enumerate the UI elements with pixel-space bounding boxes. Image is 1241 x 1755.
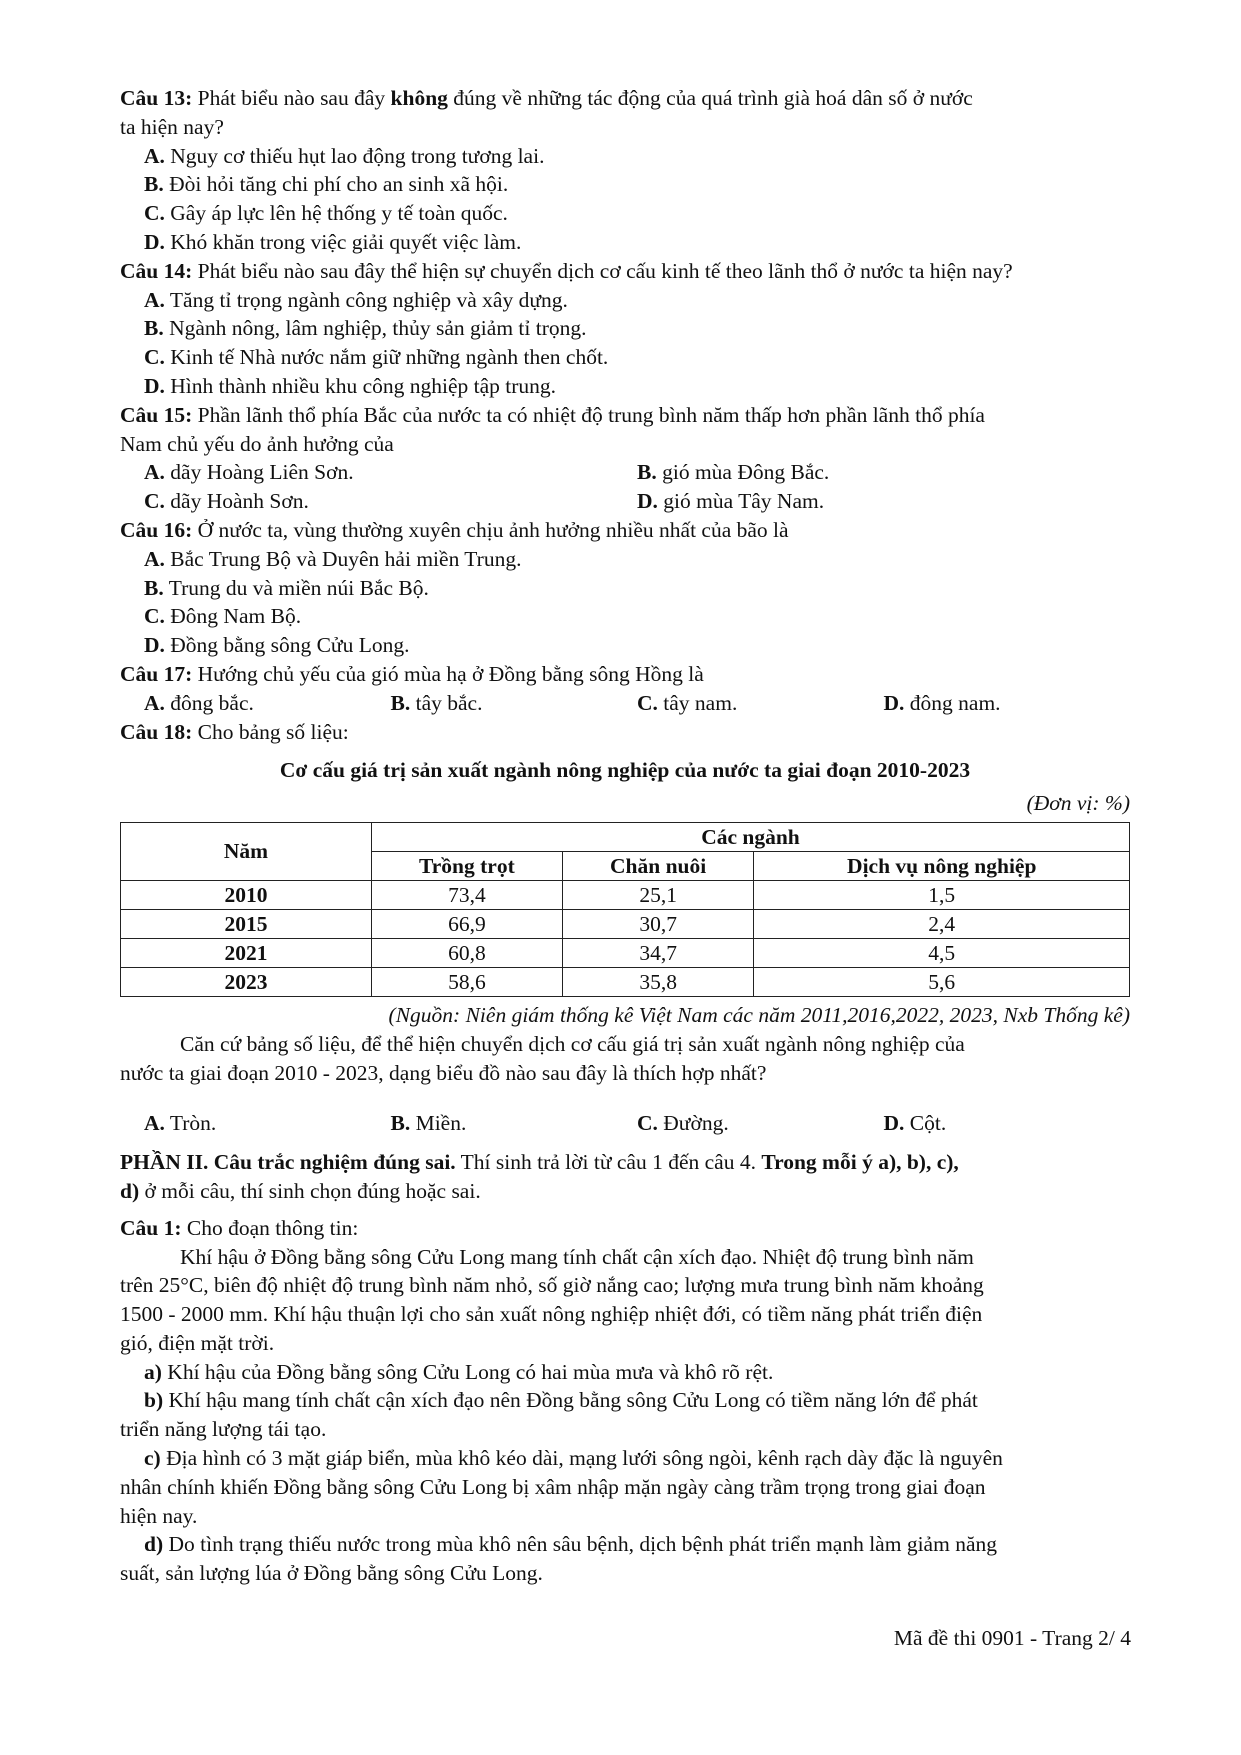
passage-line: gió, điện mặt trời.	[120, 1330, 275, 1355]
part-2-heading: PHẦN II. Câu trắc nghiệm đúng sai. Thí sinh trả lời từ câu 1 đến câu 4. Trong mỗi ý a), b), c),	[120, 1150, 959, 1175]
passage-line: 1500 - 2000 mm. Khí hậu thuận lợi cho sản xuất nông nghiệp nhiệt đới, có tiềm năng phát triển điện	[120, 1302, 983, 1327]
option: D. đông nam.	[883, 690, 1001, 715]
table-unit: (Đơn vị: %)	[1026, 791, 1130, 816]
statement-d-cont: suất, sản lượng lúa ở Đồng bằng sông Cửu Long.	[120, 1561, 543, 1586]
question-1: Câu 1: Cho đoạn thông tin:	[120, 1215, 359, 1240]
question-15-cont: Nam chủ yếu do ảnh hưởng của	[120, 431, 394, 456]
passage-line: Khí hậu ở Đồng bằng sông Cửu Long mang tính chất cận xích đạo. Nhiệt độ trung bình năm	[180, 1244, 974, 1269]
question-13-cont: ta hiện nay?	[120, 114, 224, 139]
question-17: Câu 17: Hướng chủ yếu của gió mùa hạ ở Đồng bằng sông Hồng là	[120, 661, 704, 686]
column-header: Trồng trọt	[372, 851, 563, 880]
column-header: Dịch vụ nông nghiệp	[754, 851, 1130, 880]
page-footer: Mã đề thi 0901 - Trang 2/ 4	[893, 1626, 1131, 1650]
statement-a: a) Khí hậu của Đồng bằng sông Cửu Long có hai mùa mưa và khô rõ rệt.	[144, 1359, 774, 1384]
question-13: Câu 13: Phát biểu nào sau đây không đúng về những tác động của quá trình già hoá dân số ở nước	[120, 86, 973, 110]
option: C. Kinh tế Nhà nước nắm giữ những ngành then chốt.	[144, 345, 609, 370]
data-table	[120, 822, 1130, 997]
table-source: (Nguồn: Niên giám thống kê Việt Nam các năm 2011,2016,2022, 2023, Nxb Thống kê)	[388, 1002, 1130, 1027]
statement-c-cont: nhân chính khiến Đồng bằng sông Cửu Long bị xâm nhập mặn ngày càng trầm trọng trong giai đoạn	[120, 1474, 986, 1499]
option: D. Đồng bằng sông Cửu Long.	[144, 633, 410, 658]
table-row: 2010 73,4 25,1 1,5	[121, 880, 1130, 909]
question-18-prompt-cont: nước ta giai đoạn 2010 - 2023, dạng biểu đồ nào sau đây là thích hợp nhất?	[120, 1060, 767, 1085]
table-row: 2021 60,8 34,7 4,5	[121, 938, 1130, 967]
statement-c: c) Địa hình có 3 mặt giáp biển, mùa khô kéo dài, mạng lưới sông ngòi, kênh rạch dày đặc là nguyên	[144, 1446, 1003, 1471]
question-14: Câu 14: Phát biểu nào sau đây thể hiện sự chuyển dịch cơ cấu kinh tế theo lãnh thổ ở nước ta hiện nay?	[120, 258, 1013, 283]
table-row: 2023 58,6 35,8 5,6	[121, 967, 1130, 996]
passage-line: trên 25°C, biên độ nhiệt độ trung bình năm nhỏ, số giờ nắng cao; lượng mưa trung bình năm khoảng	[120, 1273, 984, 1298]
options-row	[120, 1109, 1130, 1138]
option: B. Ngành nông, lâm nghiệp, thủy sản giảm tỉ trọng.	[144, 316, 587, 341]
statement-b: b) Khí hậu mang tính chất cận xích đạo nên Đồng bằng sông Cửu Long có tiềm năng lớn để phát	[144, 1388, 978, 1413]
options-row	[120, 458, 1130, 487]
exam-page	[120, 84, 1130, 1588]
option: C. Gây áp lực lên hệ thống y tế toàn quốc.	[144, 201, 508, 226]
option: C. tây nam.	[637, 690, 738, 715]
options-row	[120, 689, 1130, 718]
option: A. Tăng tỉ trọng ngành công nghiệp và xây dựng.	[144, 287, 568, 312]
option: B. tây bắc.	[390, 690, 483, 715]
option: B. Trung du và miền núi Bắc Bộ.	[144, 575, 429, 600]
option: B. gió mùa Đông Bắc.	[637, 460, 830, 485]
column-header: Chăn nuôi	[562, 851, 754, 880]
question-18: Câu 18: Cho bảng số liệu:	[120, 719, 349, 744]
header-year: Năm	[121, 822, 372, 880]
header-group: Các ngành	[372, 822, 1130, 851]
options-row	[120, 487, 1130, 516]
question-15: Câu 15: Phần lãnh thổ phía Bắc của nước ta có nhiệt độ trung bình năm thấp hơn phần lãnh thổ phía	[120, 402, 985, 427]
option: A. Tròn.	[144, 1111, 217, 1136]
table-title: Cơ cấu giá trị sản xuất ngành nông nghiệp của nước ta giai đoạn 2010-2023	[279, 758, 971, 783]
option: C. dãy Hoành Sơn.	[144, 489, 309, 514]
option: D. Cột.	[883, 1111, 947, 1136]
option: C. Đông Nam Bộ.	[144, 604, 302, 629]
question-16: Câu 16: Ở nước ta, vùng thường xuyên chịu ảnh hưởng nhiều nhất của bão là	[120, 517, 789, 542]
option: C. Đường.	[637, 1111, 729, 1136]
option: D. Hình thành nhiều khu công nghiệp tập trung.	[144, 373, 557, 398]
option: A. dãy Hoàng Liên Sơn.	[144, 460, 354, 485]
part-2-heading-cont: d) ở mỗi câu, thí sinh chọn đúng hoặc sai.	[120, 1178, 481, 1203]
option: D. Khó khăn trong việc giải quyết việc làm.	[144, 229, 522, 254]
option: A. đông bắc.	[144, 690, 254, 715]
table-row: 2015 66,9 30,7 2,4	[121, 909, 1130, 938]
question-18-prompt: Căn cứ bảng số liệu, để thể hiện chuyển dịch cơ cấu giá trị sản xuất ngành nông nghiệp của	[180, 1031, 965, 1056]
option: B. Đòi hỏi tăng chi phí cho an sinh xã hội.	[144, 172, 509, 197]
option: A. Bắc Trung Bộ và Duyên hải miền Trung.	[144, 546, 522, 571]
statement-d: d) Do tình trạng thiếu nước trong mùa khô nên sâu bệnh, dịch bệnh phát triển mạnh làm giảm năng	[144, 1532, 997, 1557]
option: A. Nguy cơ thiếu hụt lao động trong tương lai.	[144, 143, 545, 168]
statement-b-cont: triển năng lượng tái tạo.	[120, 1417, 327, 1442]
option: D. gió mùa Tây Nam.	[637, 489, 825, 514]
option: B. Miền.	[390, 1111, 467, 1136]
statement-c-cont: hiện nay.	[120, 1503, 198, 1528]
